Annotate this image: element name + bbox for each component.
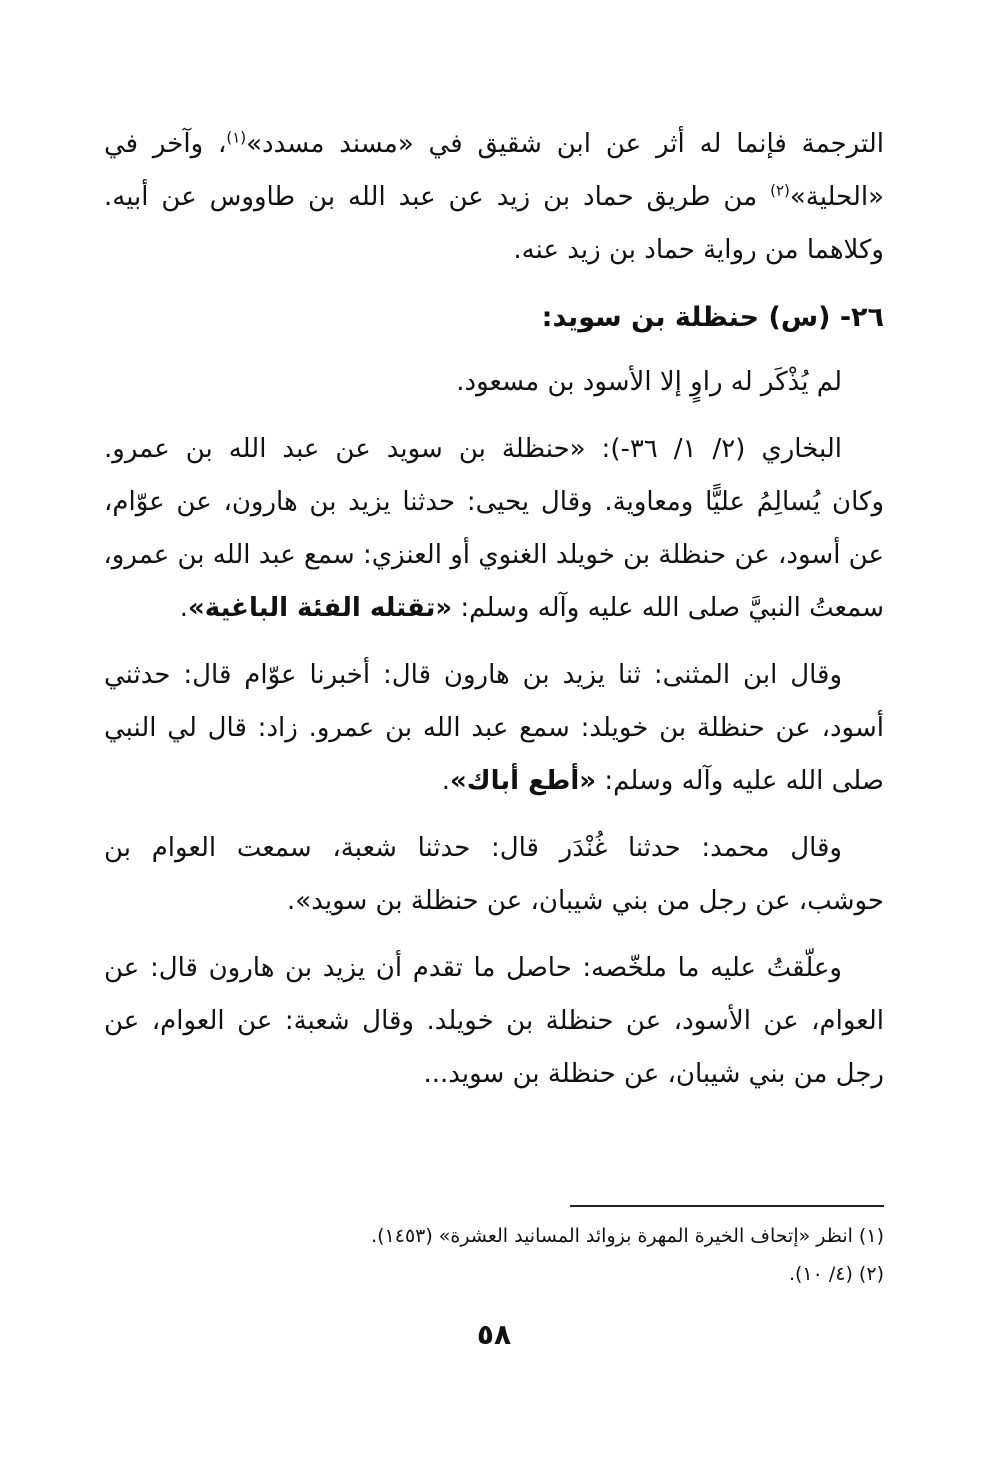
page-number: ٥٨ <box>476 1318 512 1351</box>
footnote-ref: (٢) <box>770 181 790 200</box>
paragraph-muhammad <box>104 822 884 928</box>
text-segment: . <box>179 593 188 623</box>
footnote-ref: (١) <box>226 128 247 147</box>
text-line: رجل من بني شيبان، عن حنظلة بن سويد... <box>423 1059 884 1089</box>
text-segment: سمعتُ النبيَّ صلى الله عليه وآله وسلم: <box>452 593 884 623</box>
footnote-1: (١) انظر «إتحاف الخيرة المهرة بزوائد المسانيد العشرة» (١٤٥٣). <box>371 1225 884 1247</box>
text-line: وقال ابن المثنى: ثنا يزيد بن هارون قال: أخبرنا عوّام قال: حدثني <box>104 660 842 690</box>
text-line: وكلاهما من رواية حماد بن زيد عنه. <box>513 235 884 265</box>
text-line: عن أسود، عن حنظلة بن خويلد الغنوي أو العنزي: سمع عبد الله بن عمرو، <box>103 540 884 570</box>
text-line: لم يُذْكَر له راوٍ إلا الأسود بن مسعود. <box>456 367 842 397</box>
text-line <box>104 755 884 808</box>
text-line <box>104 171 884 224</box>
hadith-quote: «أطع أباك» <box>449 766 597 796</box>
text-line: البخاري (٢/ ١/ ٣٦-): «حنظلة بن سويد عن عبد الله بن عمرو. <box>104 434 842 464</box>
text-line: وعلّقتُ عليه ما ملخّصه: حاصل ما تقدم أن يزيد بن هارون قال: عن <box>104 953 842 983</box>
text-line: وقال محمد: حدثنا غُنْدَر قال: حدثنا شعبة، سمعت العوام بن <box>104 833 842 863</box>
text-line <box>104 118 884 171</box>
paragraph-ibn-muthanna <box>104 649 884 808</box>
paragraph-commentary <box>104 942 884 1101</box>
text-segment: . <box>441 766 450 796</box>
entry-heading: ٢٦- (س) حنظلة بن سويد: <box>541 302 884 333</box>
text-segment: من طريق حماد بن زيد عن عبد الله بن طاووس عن أبيه. <box>104 182 771 212</box>
text-line: أسود، عن حنظلة بن خويلد: سمع عبد الله بن عمرو. زاد: قال لي النبي <box>104 713 884 743</box>
text-line <box>104 582 884 635</box>
page-body <box>104 118 884 1115</box>
footnote-divider <box>570 1205 884 1207</box>
paragraph-bukhari <box>104 423 884 635</box>
footnotes <box>104 1217 884 1293</box>
text-line: حوشب، عن رجل من بني شيبان، عن حنظلة بن سويد». <box>287 886 884 916</box>
text-line: العوام، عن الأسود، عن حنظلة بن خويلد. وقال شعبة: عن العوام، عن <box>104 1006 884 1036</box>
text-segment: ، وآخر في <box>104 129 227 159</box>
footnote-2: (٢) (٤/ ١٠). <box>788 1263 884 1285</box>
text-segment: «الحلية» <box>789 182 884 212</box>
text-segment: الترجمة فإنما له أثر عن ابن شقيق في «مسند مسدد» <box>246 129 885 159</box>
paragraph-intro <box>104 118 884 277</box>
text-segment: صلى الله عليه وآله وسلم: <box>596 766 884 796</box>
paragraph-narrator <box>104 356 884 409</box>
text-line: وكان يُسالِمُ عليًّا ومعاوية. وقال يحيى: حدثنا يزيد بن هارون، عن عوّام، <box>104 487 884 517</box>
hadith-quote: «تقتله الفئة الباغية» <box>188 593 453 623</box>
